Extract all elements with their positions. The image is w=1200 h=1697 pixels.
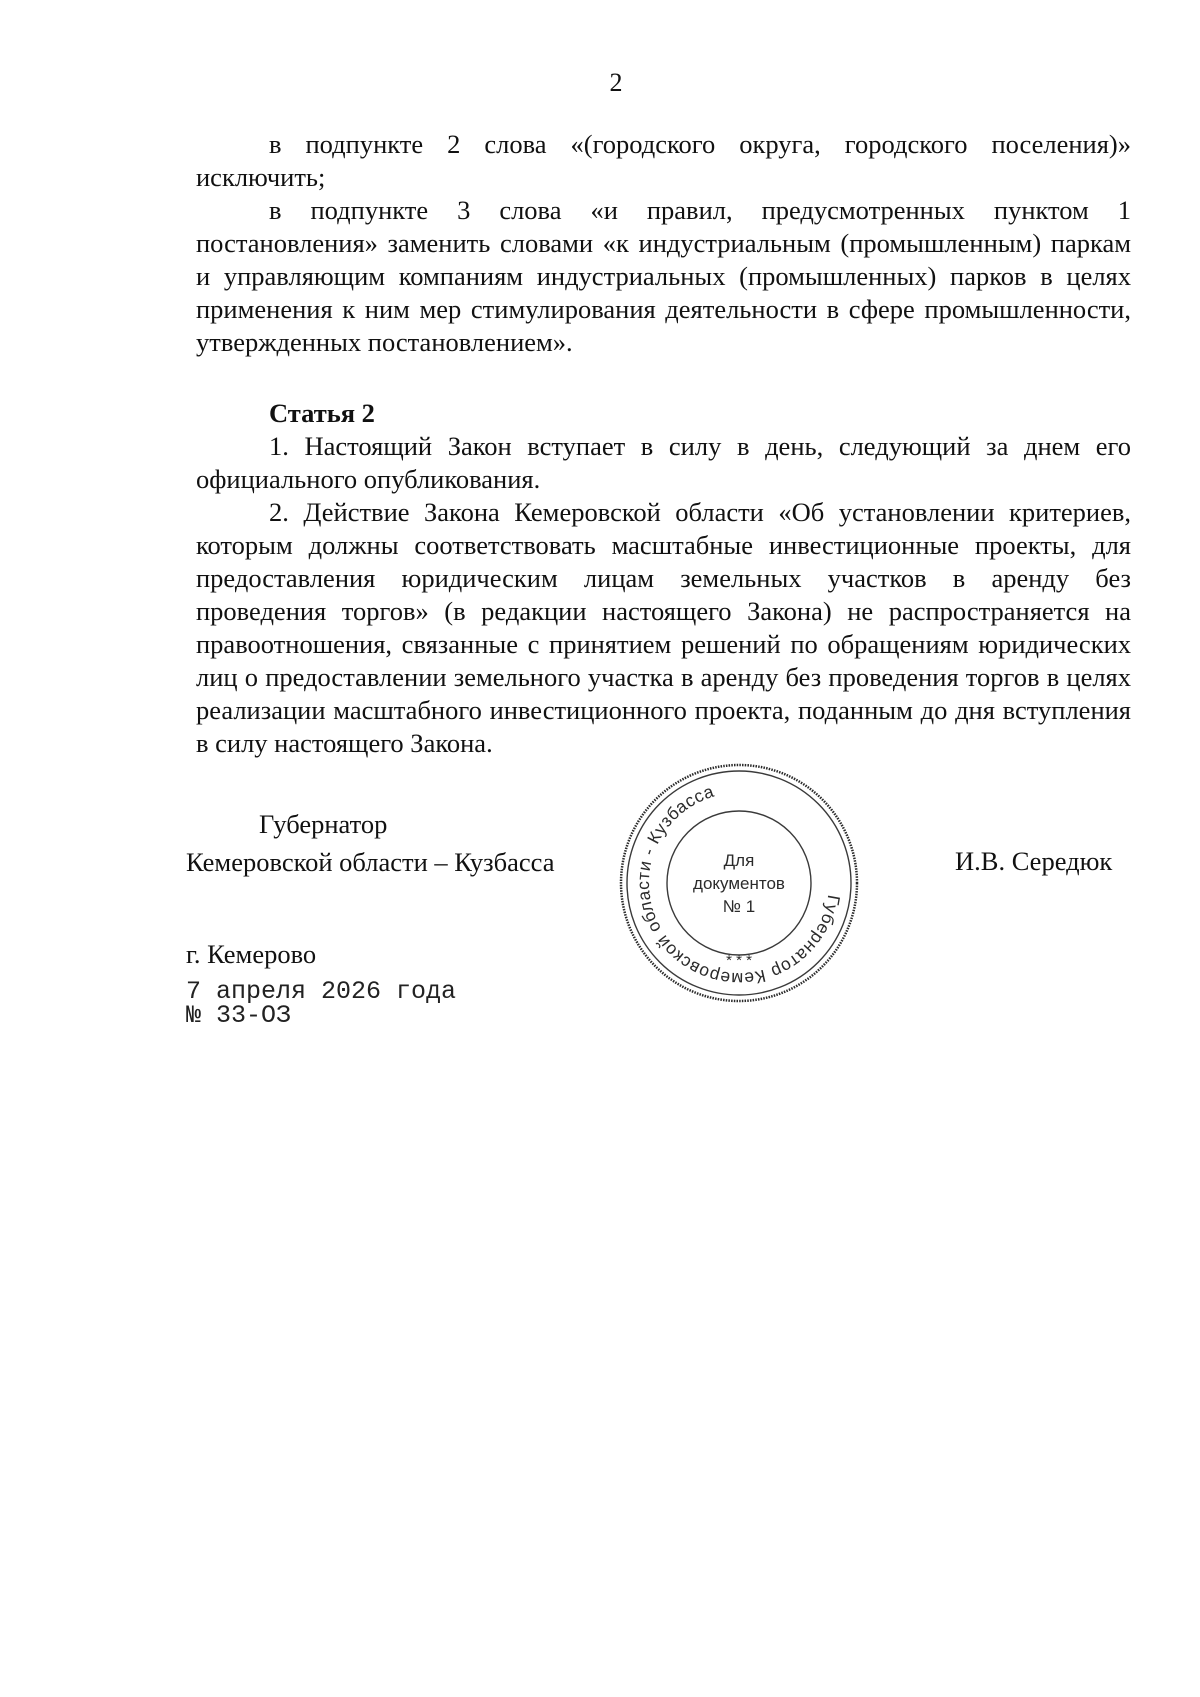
article-item-1: 1. Настоящий Закон вступает в силу в день, следующий за днем его официального опубликования. [196, 431, 1131, 494]
stamp-ring-text: Губернатор Кемеровской области - Кузбасса [632, 780, 845, 990]
document-body [196, 128, 1131, 760]
page-number: 2 [609, 68, 623, 97]
stamp-center-line-1: Для [723, 851, 755, 870]
official-stamp [614, 758, 864, 1008]
signatory-title-line-1: Губернатор [259, 809, 388, 839]
article-item-2: 2. Действие Закона Кемеровской области «Об установлении критериев, которым должны соответствовать масштабные инвестиционные проекты, для предоставления юридическим лицам земельных участков в аренду без проведения торгов» (в редакции настоящего Закона) не распространяется на правоотношения, связанные с принятием решений по обращениям юридических лиц о предоставлении земельного участка в аренду без проведения торгов в целях реализации масштабного инвестиционного проекта, поданным до дня вступления в силу настоящего Закона. [196, 497, 1131, 758]
law-number: № 33-ОЗ [186, 1001, 292, 1030]
stamp-center-line-2: документов [693, 874, 785, 893]
city-label: г. Кемерово [186, 939, 317, 969]
signatory-title-line-2: Кемеровской области – Кузбасса [186, 847, 555, 877]
amendment-paragraph-1: в подпункте 2 слова «(городского округа, городского поселения)» исключить; [196, 129, 1131, 192]
amendment-paragraph-2: в подпункте 3 слова «и правил, предусмотренных пунктом 1 постановления» заменить словами «к индустриальным (промышленным) паркам и управляющим компаниям индустриальных (промышленных) парков в целях применения к ним мер стимулирования деятельности в сфере промышленности, утвержденных постановлением». [196, 195, 1131, 357]
article-heading: Статья 2 [269, 398, 375, 428]
law-date: 7 апреля 2026 года [186, 977, 457, 1006]
stamp-center-line-3: № 1 [722, 897, 756, 916]
stamp-stars: * * * [726, 952, 752, 969]
signer-name: И.В. Середюк [955, 846, 1113, 876]
